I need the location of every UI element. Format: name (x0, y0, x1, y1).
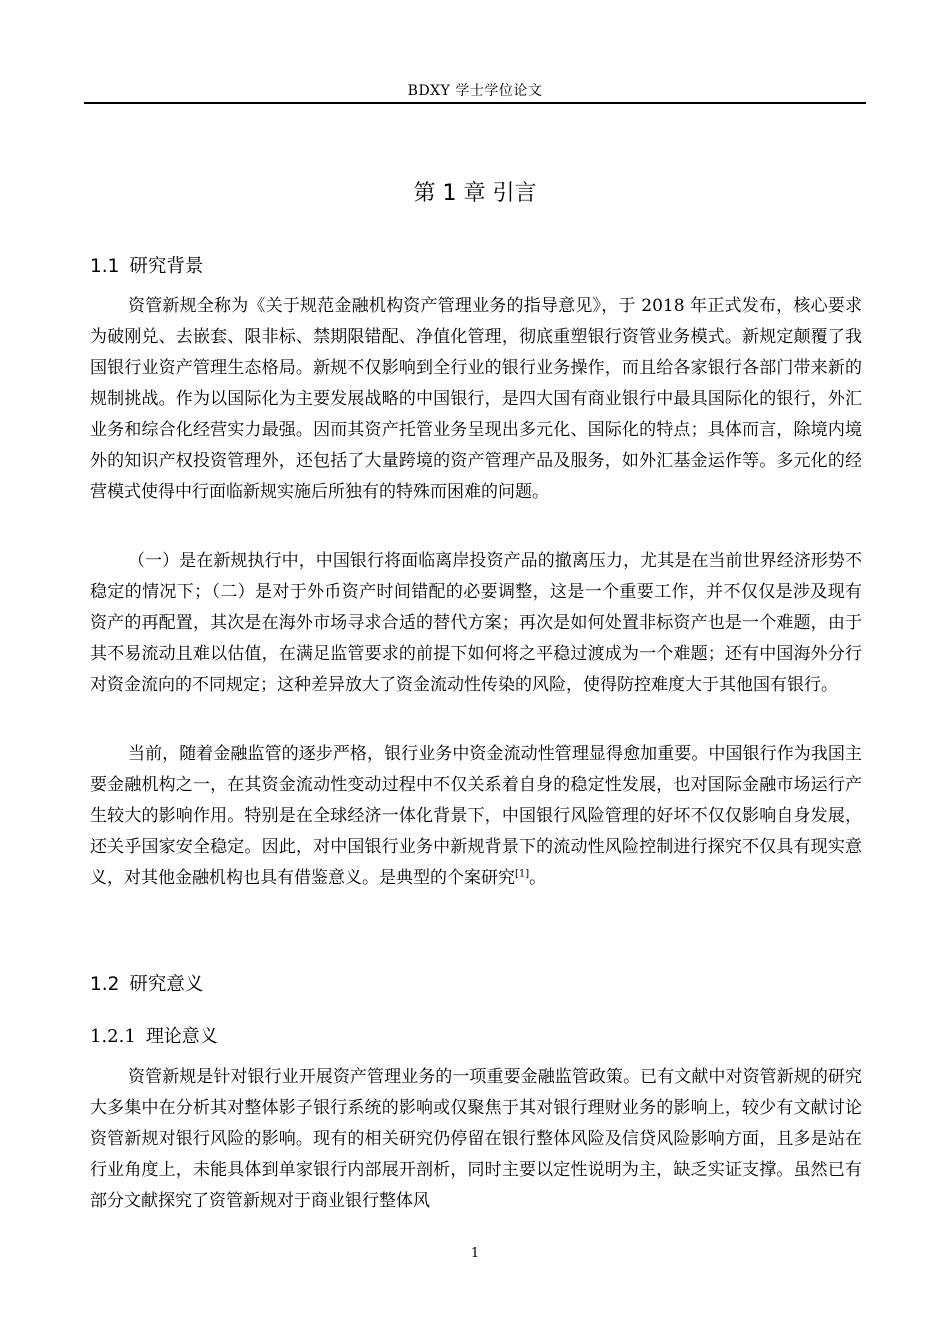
paragraph (90, 739, 862, 894)
section-heading-1-2 (90, 970, 203, 996)
section-title: 研究背景 (129, 256, 204, 277)
page-number: 1 (470, 1246, 480, 1261)
paragraph: （一）是在新规执行中，中国银行将面临离岸投资产品的撤离压力，尤其是在当前世界经济形势不稳定的情况下；（二）是对于外币资产时间错配的必要调整，这是一个重要工作，并不仅仅是涉及现有资产的再配置，其次是在海外市场寻求合适的替代方案；再次是如何处置非标资产也是一个难题，由于其不易流动且难以估值，在满足监管要求的前提下如何将之平稳过渡成为一个难题；还有中国海外分行对资金流向的不同规定；这种差异放大了资金流动性传染的风险，使得防控难度大于其他国有银行。 (90, 551, 862, 695)
section-number: 1.1 (90, 256, 120, 277)
subsection-number: 1.2.1 (90, 1026, 136, 1047)
section-heading-1-1 (90, 252, 203, 278)
paragraph-end: 。 (529, 868, 547, 888)
paragraph: 资管新规是针对银行业开展资产管理业务的一项重要金融监管政策。已有文献中对资管新规的研究大多集中在分析其对整体影子银行系统的影响或仅聚焦于其对银行理财业务的影响上，较少有文献讨论资管新规对银行风险的影响。现有的相关研究仍停留在银行整体风险及信贷风险影响方面，且多是站在行业角度上，未能具体到单家银行内部展开剖析，同时主要以定性说明为主，缺乏实证支撑。虽然已有部分文献探究了资管新规对于商业银行整体风 (90, 1067, 862, 1211)
subsection-title: 理论意义 (145, 1026, 218, 1047)
paragraph: 资管新规全称为《关于规范金融机构资产管理业务的指导意见》，于 2018 年正式发布，核心要求为破刚兑、去嵌套、限非标、禁期限错配、净值化管理，彻底重塑银行资管业务模式。新规定颠覆了我国银行业资产管理生态格局。新规不仅影响到全行业的银行业务操作，而且给各家银行各部门带来新的规制挑战。作为以国际化为主要发展战略的中国银行，是四大国有商业银行中最具国际化的银行，外汇业务和综合化经营实力最强。因而其资产托管业务呈现出多元化、国际化的特点；具体而言，除境内境外的知识产权投资管理外，还包括了大量跨境的资产管理产品及服务，如外汇基金运作等。多元化的经营模式使得中行面临新规实施后所独有的特殊而困难的问题。 (90, 296, 862, 502)
page-header: BDXY 学士学位论文 (407, 83, 543, 99)
paragraph-text: 当前，随着金融监管的逐步严格，银行业务中资金流动性管理显得愈加重要。中国银行作为我国主要金融机构之一，在其资金流动性变动过程中不仅关系着自身的稳定性发展，也对国际金融市场运行产生较大的影响作用。特别是在全球经济一体化背景下，中国银行风险管理的好坏不仅仅影响自身发展，还关乎国家安全稳定。因此，对中国银行业务中新规背景下的流动性风险控制进行探究不仅具有现实意义，对其他金融机构也具有借鉴意义。是典型的个案研究 (90, 744, 862, 888)
section-number: 1.2 (90, 974, 120, 995)
chapter-title: 第 1 章 引言 (413, 181, 537, 206)
subsection-heading-1-2-1 (90, 1022, 218, 1048)
citation[interactable]: [1] (515, 868, 530, 880)
header-rule (84, 102, 866, 104)
section-title: 研究意义 (129, 974, 204, 995)
